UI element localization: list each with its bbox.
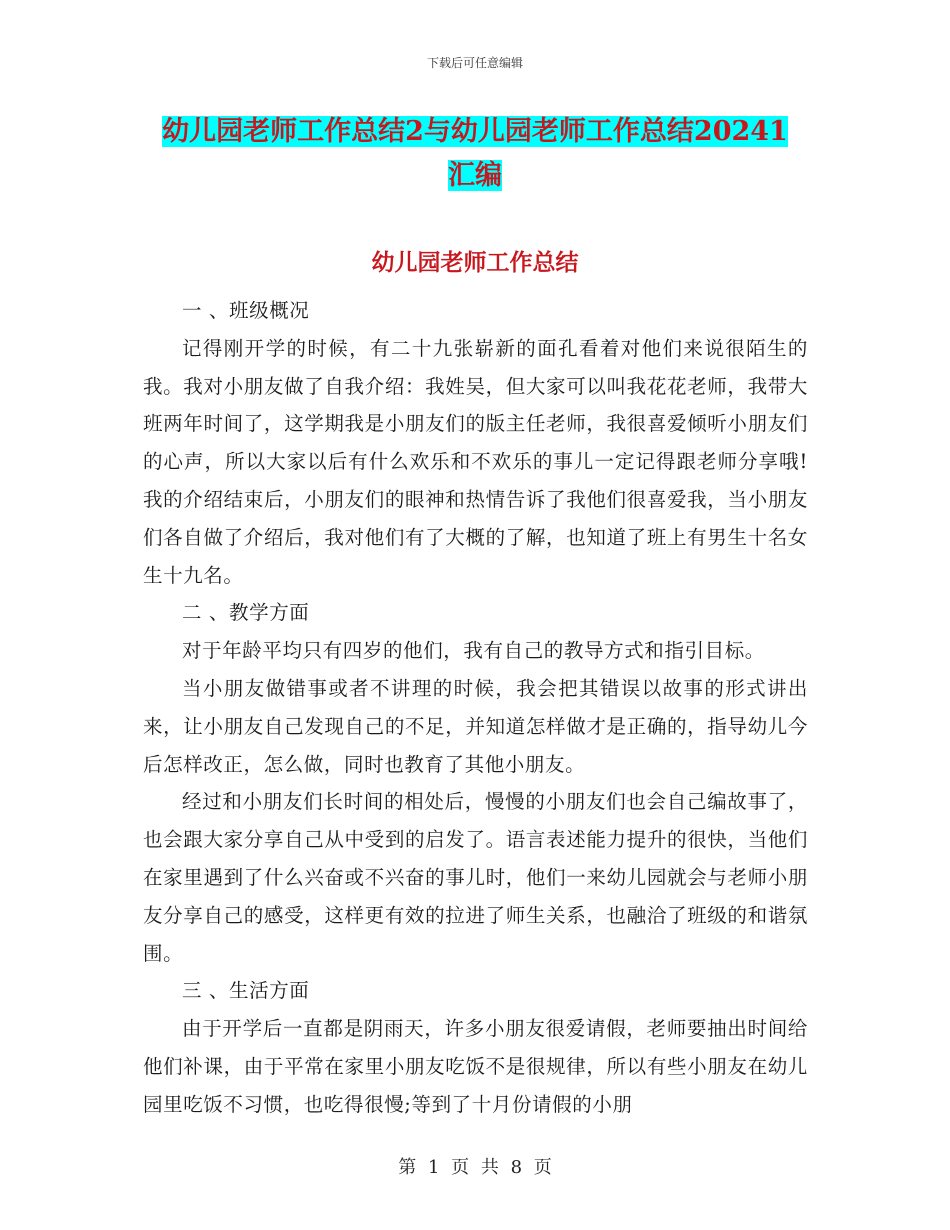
section-heading-class-overview: 一 、班级概况 (182, 299, 310, 322)
paragraph: 记得刚开学的时候，有二十九张崭新的面孔看着对他们来说很陌生的我。我对小朋友做了自我介绍：我姓吴，但大家可以叫我花花老师，我带大班两年时间了，这学期我是小朋友们的版主任老师，我很喜爱倾听小朋友们的心声，所以大家以后有什么欢乐和不欢乐的事儿一定记得跟老师分享哦!我的介绍结束后，小朋友们的眼神和热情告诉了我他们很喜爱我，当小朋友们各自做了介绍后，我对他们有了大概的了解，也知道了班上有男生十名女生十九名。 (143, 336, 808, 587)
document-body (143, 292, 808, 1124)
section-heading-teaching: 二 、教学方面 (182, 601, 310, 625)
paragraph: 由于开学后一直都是阴雨天，许多小朋友很爱请假，老师要抽出时间给他们补课，由于平常在家里小朋友吃饭不是很规律，所以有些小朋友在幼儿园里吃饭不习惯，也吃得很慢;等到了十月份请假的小朋 (143, 1017, 808, 1116)
paragraph: 当小朋友做错事或者不讲理的时候，我会把其错误以故事的形式讲出来，让小朋友自己发现自己的不足，并知道怎样做才是正确的，指导幼儿今后怎样改正，怎么做，同时也教育了其他小朋友。 (143, 676, 808, 776)
header-note: 下载后可任意编辑 (426, 56, 523, 70)
paragraph: 对于年龄平均只有四岁的他们，我有自己的教导方式和指引目标。 (182, 639, 765, 663)
paragraph: 经过和小朋友们长时间的相处后，慢慢的小朋友们也会自己编故事了，也会跟大家分享自己从中受到的启发了。语言表述能力提升的很快，当他们在家里遇到了什么兴奋或不兴奋的事儿时，他们一来幼儿园就会与老师小朋友分享自己的感受，这样更有效的拉进了师生关系，也融洽了班级的和谐氛围。 (143, 790, 808, 965)
section-heading-life: 三 、生活方面 (182, 979, 310, 1003)
title-line-2: 汇编 (448, 160, 502, 191)
document-title (130, 110, 820, 198)
page-footer: 第 1 页 共 8 页 (398, 1157, 552, 1178)
section-subtitle: 幼儿园老师工作总结 (371, 249, 579, 276)
title-line-1: 幼儿园老师工作总结2与幼儿园老师工作总结20241 (162, 116, 788, 147)
